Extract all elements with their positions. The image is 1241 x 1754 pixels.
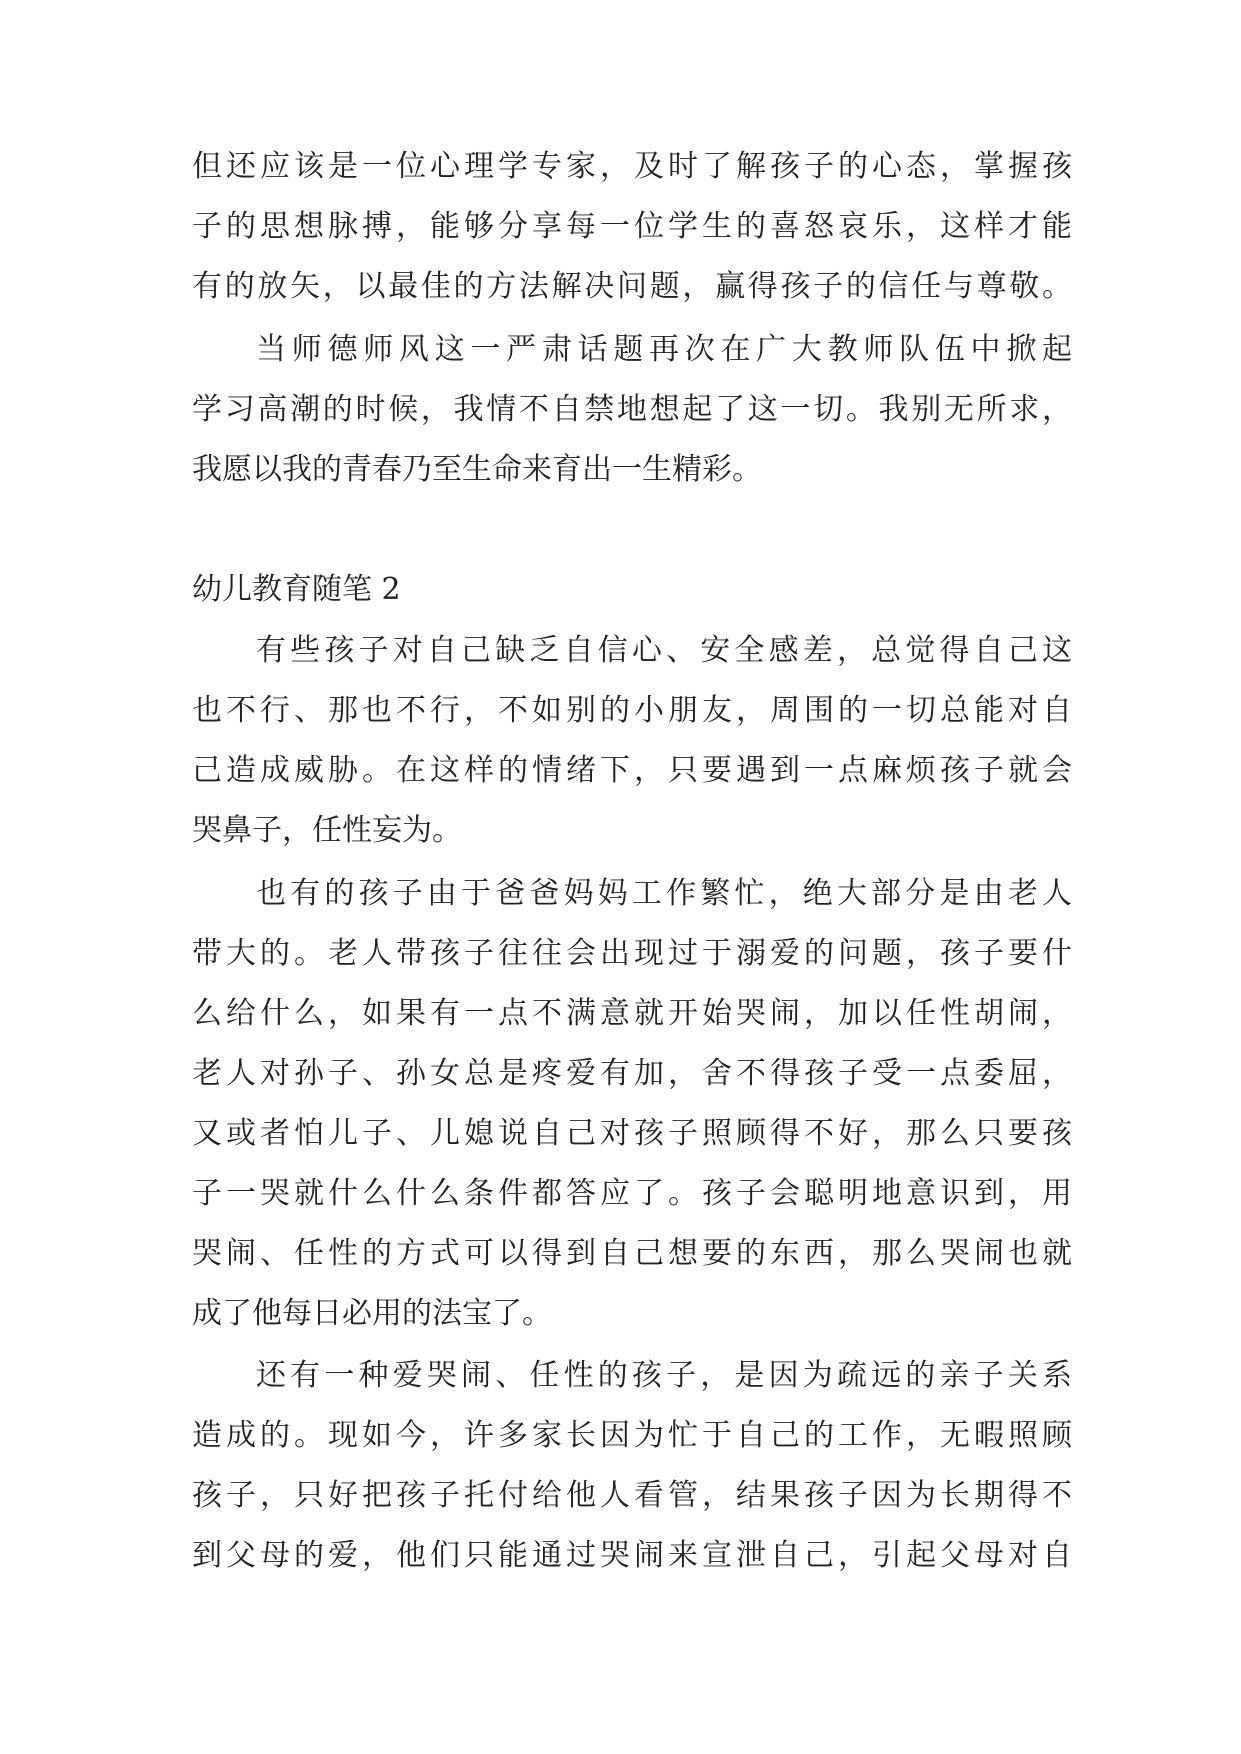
paragraph-line: 又或者怕儿子、儿媳说自己对孩子照顾得不好，那么只要孩 bbox=[192, 1116, 1072, 1151]
paragraph-line: 当师德师风这一严肃话题再次在广大教师队伍中掀起 bbox=[256, 332, 1072, 367]
section-heading: 幼儿教育随笔 2 bbox=[192, 572, 401, 607]
paragraph-line: 么给什么，如果有一点不满意就开始哭闹，加以任性胡闹， bbox=[192, 996, 1072, 1031]
paragraph-line: 也有的孩子由于爸爸妈妈工作繁忙，绝大部分是由老人 bbox=[256, 876, 1072, 911]
paragraph-line: 有些孩子对自己缺乏自信心、安全感差，总觉得自己这 bbox=[256, 633, 1072, 668]
paragraph-line: 老人对孙子、孙女总是疼爱有加，舍不得孩子受一点委屈， bbox=[192, 1056, 1072, 1091]
paragraph-line: 学习高潮的时候，我情不自禁地想起了这一切。我别无所求， bbox=[192, 392, 1072, 427]
paragraph-line: 孩子，只好把孩子托付给他人看管，结果孩子因为长期得不 bbox=[192, 1478, 1072, 1513]
paragraph-line: 造成的。现如今，许多家长因为忙于自己的工作，无暇照顾 bbox=[192, 1418, 1072, 1453]
paragraph-line: 到父母的爱，他们只能通过哭闹来宣泄自己，引起父母对自 bbox=[192, 1538, 1072, 1573]
paragraph-line: 成了他每日必用的法宝了。 bbox=[192, 1296, 552, 1331]
paragraph-line: 哭闹、任性的方式可以得到自己想要的东西，那么哭闹也就 bbox=[192, 1236, 1072, 1271]
paragraph-line: 但还应该是一位心理学专家，及时了解孩子的心态，掌握孩 bbox=[192, 149, 1072, 184]
paragraph-line: 有的放矢，以最佳的方法解决问题，赢得孩子的信任与尊敬。 bbox=[192, 269, 1072, 304]
paragraph-line: 子一哭就什么什么条件都答应了。孩子会聪明地意识到，用 bbox=[192, 1176, 1072, 1211]
paragraph-line: 带大的。老人带孩子往往会出现过于溺爱的问题，孩子要什 bbox=[192, 936, 1072, 971]
paragraph-line: 己造成威胁。在这样的情绪下，只要遇到一点麻烦孩子就会 bbox=[192, 753, 1072, 788]
paragraph-line: 子的思想脉搏，能够分享每一位学生的喜怒哀乐，这样才能 bbox=[192, 209, 1072, 244]
paragraph-line: 还有一种爱哭闹、任性的孩子，是因为疏远的亲子关系 bbox=[256, 1358, 1072, 1393]
paragraph-line: 也不行、那也不行，不如别的小朋友，周围的一切总能对自 bbox=[192, 693, 1072, 728]
paragraph-line: 我愿以我的青春乃至生命来育出一生精彩。 bbox=[192, 452, 762, 487]
paragraph-line: 哭鼻子，任性妄为。 bbox=[192, 813, 462, 848]
